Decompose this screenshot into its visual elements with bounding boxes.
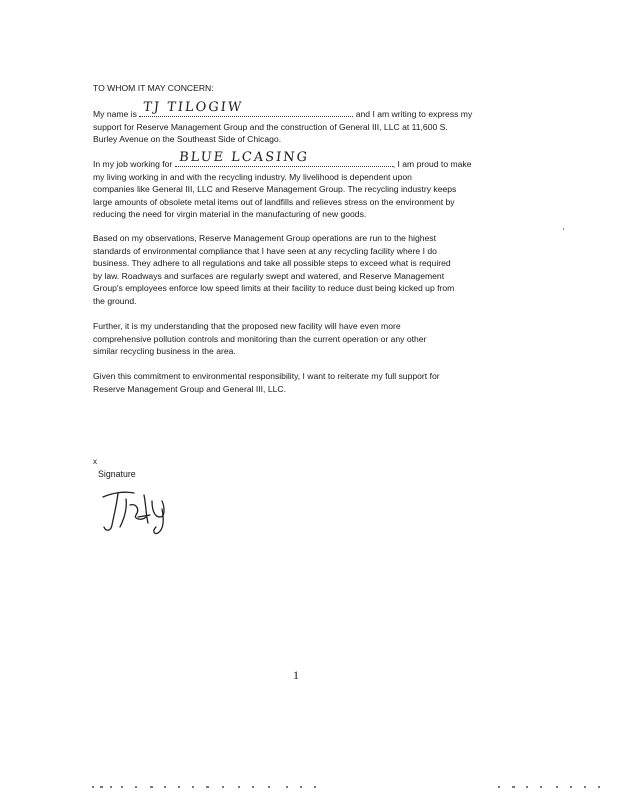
intro-text-b: and I am writing to express my	[355, 109, 473, 119]
paragraph-job	[93, 150, 513, 221]
obs-line-4: by law. Roadways and surfaces are regularly swept and watered, and Reserve Management	[93, 270, 445, 281]
paragraph-support	[93, 370, 513, 395]
job-text-b: , I am proud to make	[392, 159, 472, 169]
obs-line-6: the ground.	[93, 295, 137, 306]
job-line-2: my living working in and with the recycling industry. My livelihood is dependent upon	[93, 171, 412, 182]
handwritten-signature	[100, 487, 180, 537]
support-line-1: Given this commitment to environmental responsibility, I want to reiterate my full support for	[93, 371, 440, 381]
facility-line-2: comprehensive pollution controls and monitoring than the current operation or any other	[93, 333, 427, 344]
paragraph-observations	[93, 232, 513, 308]
scan-speck	[563, 228, 564, 230]
signature-label: Signature	[98, 469, 136, 479]
scan-footer-artifact	[0, 784, 618, 790]
name-field	[139, 100, 353, 117]
intro-line-2: support for Reserve Management Group and the construction of General III, LLC at 11,600 S.	[93, 121, 448, 132]
page-number: 1	[293, 668, 299, 682]
intro-line-1	[93, 100, 513, 121]
facility-line-3: similar recycling business in the area.	[93, 346, 236, 357]
support-line-2: Reserve Management Group and General III, LLC.	[93, 383, 286, 394]
obs-line-3: business. They adhere to all regulations and take all possible steps to exceed what is required	[93, 258, 451, 269]
paragraph-introduction	[93, 100, 513, 146]
employer-field	[175, 150, 393, 167]
signature-x-mark: x	[93, 457, 97, 466]
paragraph-new-facility	[93, 320, 513, 358]
intro-line-3: Burley Avenue on the Southeast Side of Chicago.	[93, 134, 282, 145]
obs-line-2: standards of environmental compliance that I have seen at any recycling facility where I do	[93, 245, 437, 256]
obs-line-1: Based on my observations, Reserve Management Group operations are run to the highest	[93, 233, 436, 243]
job-line-1	[93, 150, 513, 171]
job-text-a: In my job working for	[93, 159, 173, 169]
intro-text-a: My name is	[93, 109, 137, 119]
job-line-3: companies like General III, LLC and Reserve Management Group. The recycling industry keeps	[93, 184, 457, 195]
facility-line-1: Further, it is my understanding that the proposed new facility will have even more	[93, 321, 401, 331]
handwritten-name: TJ TILOGIW	[142, 100, 245, 116]
job-line-5: reducing the need for virgin material in the manufacturing of new goods.	[93, 209, 367, 220]
job-line-4: large amounts of obsolete metal items out of landfills and relieves stress on the environment by	[93, 196, 455, 207]
handwritten-employer: BLUE LCASING	[177, 150, 310, 166]
obs-line-5: Group's employees enforce low speed limits at their facility to reduce dust being kicked up from	[93, 283, 455, 294]
salutation: TO WHOM IT MAY CONCERN:	[93, 83, 214, 93]
